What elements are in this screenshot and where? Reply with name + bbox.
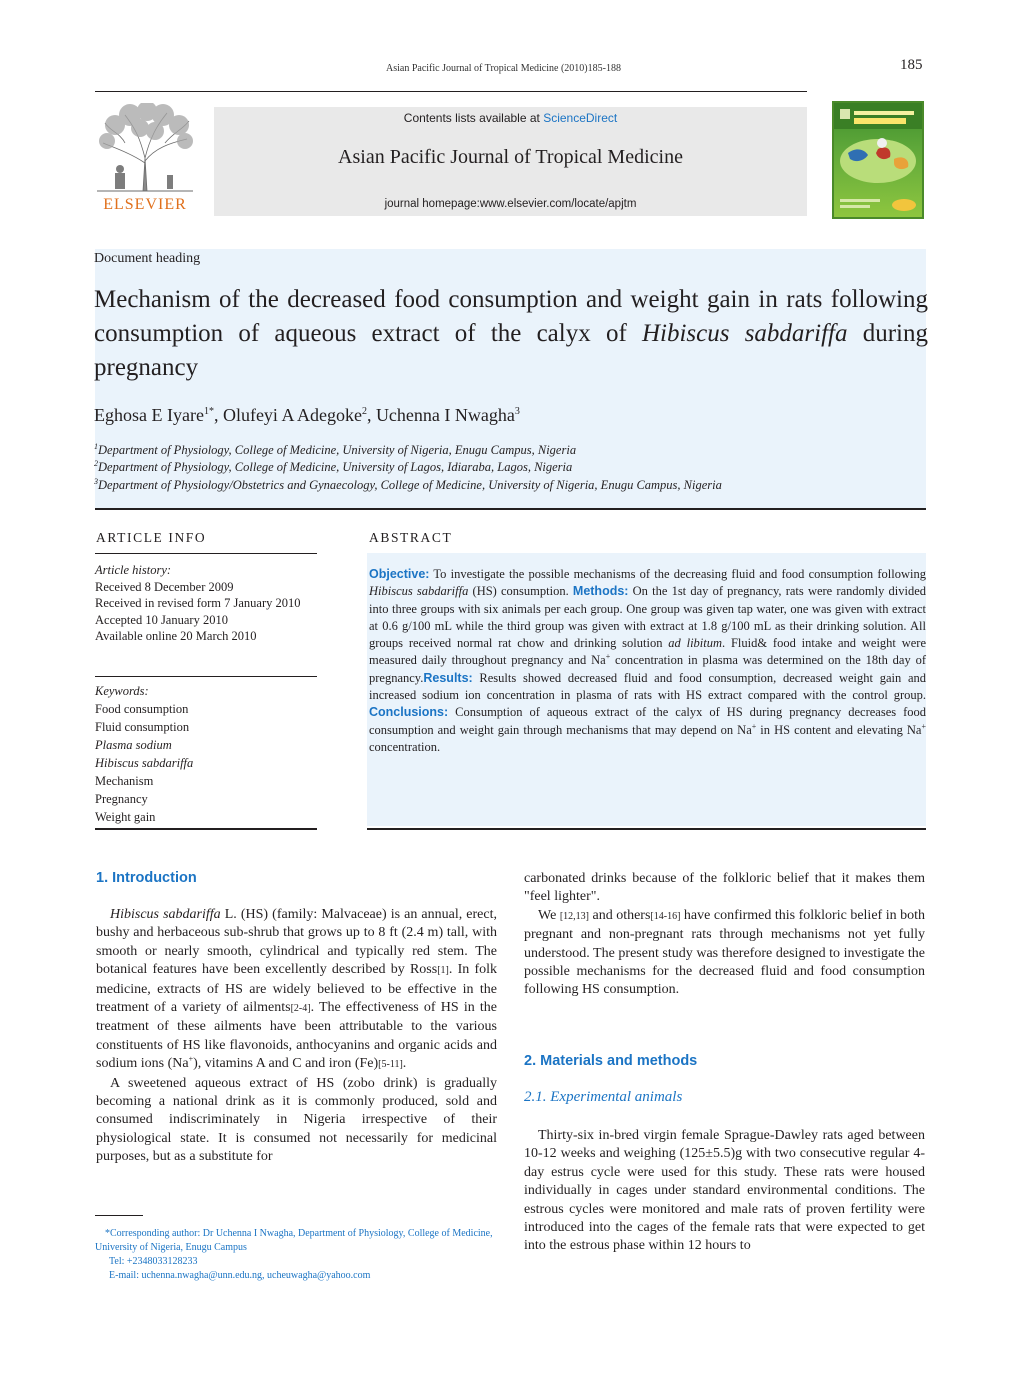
intro-paragraph [524, 907, 925, 1000]
results-label: Results: [423, 670, 473, 685]
received-date: Received 8 December 2009 [95, 579, 234, 594]
affiliation-text: Department of Physiology/Obstetrics and Gynaecology, College of Medicine, University of Nigeria, Enugu Campus, Nigeria [98, 478, 722, 493]
methods-text: . Fluid& food intake and weight were measured daily throughout pregnancy and Na [369, 636, 927, 668]
author-name[interactable]: Eghosa E Iyare [94, 405, 204, 425]
keyword: Fluid consumption [95, 720, 190, 734]
keyword: Plasma sodium [95, 738, 172, 752]
methods-text: concentration in plasma was determined on the 18th day of pregnancy. [369, 653, 926, 685]
article-title [94, 283, 928, 385]
methods-paragraph: Thirty-six in-bred virgin female Sprague-Dawley rats aged between 10-12 weeks and weighing (125±5.5)g with two consecutive regular 4-day estrus cycle were used for this study. These rats were housed individually in cages under standard environmental conditions. The estrous cycles were monitored and male rats of proven fertility were introduced into the cages of the female rats that were expected to get into the estrous phase within 12 hours to [524, 1128, 925, 1254]
header-rule [95, 91, 807, 92]
superscript: + [921, 721, 926, 731]
document-heading: Document heading [94, 251, 201, 266]
sciencedirect-link[interactable]: ScienceDirect [543, 111, 618, 125]
author-name[interactable]: Olufeyi A Adegoke [222, 405, 362, 425]
intro-left-column [96, 906, 497, 1167]
affiliation [94, 442, 576, 458]
methods-heading: 2. Materials and methods [524, 1053, 698, 1069]
intro-paragraph: A sweetened aqueous extract of HS (zobo drink) is gradually becoming a national drink as it is commonly produced, sold and consumed indiscriminately in Nigeria irrespective of their physiological state. It is consumed not necessarily for medicinal purposes, but as a substitute for [96, 1075, 497, 1165]
superscript: + [751, 721, 757, 731]
intro-text: We [538, 907, 560, 923]
author-affil-mark: 2 [361, 406, 367, 417]
online-date: Available online 20 March 2010 [95, 629, 257, 643]
affiliation-num: 1 [94, 442, 98, 451]
title-part1: Mechanism of the decreased food consumption and weight gain in rats following consumption of aqueous extract of the calyx of [94, 286, 928, 347]
citation-link[interactable]: [2-4] [290, 1003, 311, 1015]
journal-cover-image [832, 101, 924, 219]
article-history [95, 562, 301, 645]
affiliation [94, 459, 572, 475]
species-name: Hibiscus sabdariffa [110, 907, 221, 922]
keywords-block [95, 682, 193, 826]
affiliation-num: 2 [94, 459, 98, 468]
intro-text: . In folk medicine, extracts of HS are widely believed to be effective in the treatment of a variety of ailments [96, 962, 497, 1016]
keyword: Mechanism [95, 774, 154, 788]
citation-link[interactable]: [12,13] [559, 910, 589, 922]
methods-text: On the 1st day of pregnancy, rats were randomly divided into three groups with six animals per each group. One group was given tap water, one was given with extract at 0.6 g/100 mL while the third group was given with extract at 1.8 g/100 mL as their drinking solution. All groups received normal rat chow and drinking solution [369, 584, 926, 651]
header-divider [95, 508, 926, 510]
keywords-label: Keywords: [95, 684, 149, 698]
affiliation-text: Department of Physiology, College of Medicine, University of Lagos, Idiaraba, Lagos, Nigeria [98, 460, 573, 475]
conclusions-text: in HS content and elevating Na [756, 722, 922, 737]
keyword: Food consumption [95, 702, 189, 716]
keyword: Hibiscus sabdariffa [95, 756, 194, 770]
objective-label: Objective: [369, 567, 430, 581]
author-affil-mark: 3 [514, 406, 520, 417]
citation-link[interactable]: [5-11] [378, 1059, 403, 1071]
conclusions-text: Consumption of aqueous extract of the calyx of HS during pregnancy decreases food consumption and weight gain through mechanisms that may depend on Na [369, 705, 926, 737]
introduction-heading: 1. Introduction [96, 870, 197, 886]
footnote-phone: Tel: +2348033128233 [109, 1256, 198, 1267]
abstract-bottom-rule [367, 828, 926, 830]
affiliation-text: Department of Physiology, College of Medicine, University of Nigeria, Enugu Campus, Nigeria [98, 443, 577, 458]
author-name[interactable]: Uchenna I Nwagha [375, 405, 515, 425]
experimental-animals-heading: 2.1. Experimental animals [524, 1089, 683, 1105]
keywords-rule [95, 676, 317, 677]
affiliation-num: 3 [94, 477, 98, 486]
conclusions-text: concentration. [369, 739, 441, 754]
author-separator: , [213, 405, 223, 425]
intro-text: . The effectiveness of HS in the treatment of these ailments have been attributable to the various constituents of HS like flavonoids, anthocyanins and organic acids and sodium ions (Na [96, 1000, 497, 1072]
author-separator: , [366, 405, 376, 425]
revised-date: Received in revised form 7 January 2010 [95, 596, 301, 610]
journal-homepage-link[interactable]: journal homepage:www.elsevier.com/locate/apjtm [384, 198, 637, 210]
intro-text: ), vitamins A and C and iron (Fe) [193, 1056, 379, 1072]
title-part2: during pregnancy [94, 320, 928, 381]
superscript: + [605, 652, 611, 662]
footnote-rule [95, 1215, 143, 1216]
objective-text: (HS) consumption. [468, 584, 573, 599]
accepted-date: Accepted 10 January 2010 [95, 612, 228, 627]
conclusions-label: Conclusions: [369, 705, 449, 720]
article-info-rule [95, 553, 317, 554]
citation-link[interactable]: [14-16] [650, 910, 681, 922]
results-text: Results showed decreased fluid and food consumption, decreased weight gain and increased sodium ion concentration in plasma of rats with HS extract compared with the control group. [369, 670, 926, 703]
contents-line [214, 111, 807, 125]
superscript: + [188, 1054, 194, 1064]
abstract-text [369, 566, 926, 756]
intro-continuation: carbonated drinks because of the folkloric belief that it makes them "feel lighter". [524, 871, 925, 905]
citation-link[interactable]: [1] [437, 965, 449, 977]
footnote-email[interactable]: E-mail: uchenna.nwagha@unn.edu.ng, ucheuwagha@yahoo.com [109, 1270, 371, 1281]
intro-text: . [402, 1056, 407, 1072]
article-info-bottom-rule [95, 828, 317, 830]
journal-name: Asian Pacific Journal of Tropical Medicine [338, 146, 683, 168]
author-affil-mark: 1* [203, 406, 214, 417]
right-column-text [524, 870, 925, 1000]
title-species: Hibiscus sabdariffa [641, 320, 848, 347]
intro-text: and others [588, 907, 651, 923]
methods-label: Methods: [572, 584, 629, 599]
contents-prefix: Contents lists available at [403, 111, 544, 125]
objective-species: Hibiscus sabdariffa [369, 584, 469, 599]
methods-italic: ad libitum [668, 636, 723, 651]
corresponding-author-footnote [95, 1227, 498, 1283]
keyword: Weight gain [95, 810, 156, 824]
page-number: 185 [900, 57, 923, 73]
intro-text: L. (HS) (family: Malvaceae) is an annual, erect, bushy and herbaceous sub-shrub that grows up to 8 ft (2.4 m) tall, with smooth or nearly smooth, cylindrical and typically red stem. The botanical features have been excellently described by Ross [96, 907, 497, 978]
methods-column [524, 1127, 925, 1256]
keyword: Pregnancy [95, 792, 148, 806]
intro-text: have confirmed this folkloric belief in both pregnant and non-pregnant rats through mechanisms not yet fully understood. The present study was therefore designed to investigate the possible mechanisms for the decreased fluid and food consumption following HS consumption. [524, 907, 925, 998]
running-header: Asian Pacific Journal of Tropical Medicine (2010)185-188 [386, 63, 621, 74]
article-info-heading: ARTICLE INFO [96, 530, 207, 545]
footnote-line: *Corresponding author: Dr Uchenna I Nwagha, Department of Physiology, College of Medicine, University of Nigeria, Enugu Campus [95, 1228, 493, 1253]
abstract-heading: ABSTRACT [369, 530, 453, 545]
elsevier-wordmark: ELSEVIER [103, 196, 187, 213]
objective-text: To investigate the possible mechanisms of the decreasing fluid and food consumption following [429, 567, 926, 581]
author-list [94, 405, 520, 426]
affiliation [94, 477, 722, 493]
intro-paragraph [96, 906, 497, 1075]
history-label: Article history: [95, 563, 172, 577]
